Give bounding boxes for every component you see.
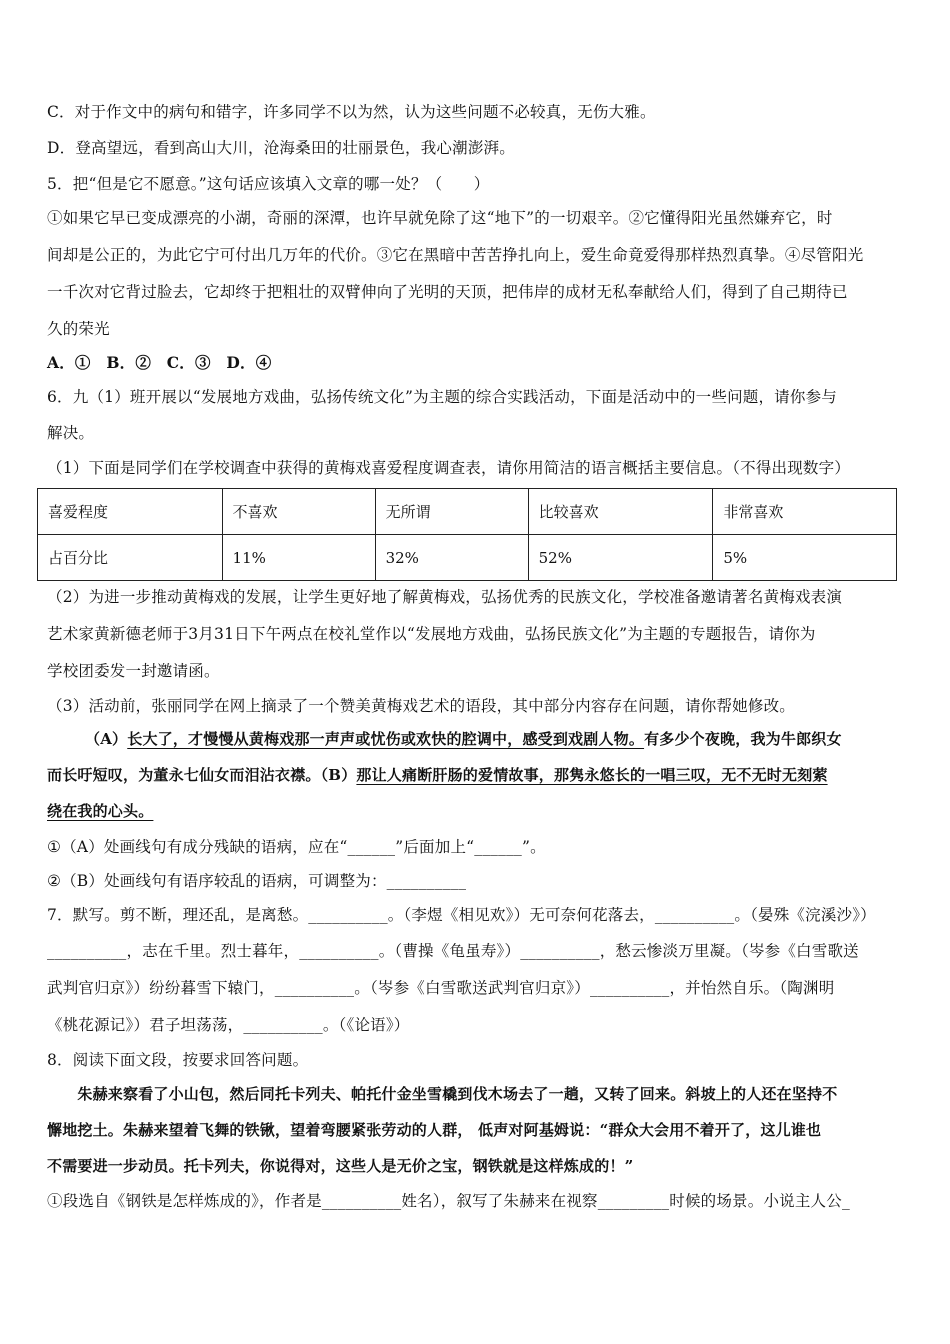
survey-table — [37, 488, 897, 581]
option-c: C．对于作文中的病句和错字，许多同学不以为然，认为这些问题不必较真，无伤大雅。 — [47, 103, 656, 121]
table-cell: 52% — [528, 535, 713, 581]
q6-part-1: （1）下面是同学们在学校调查中获得的黄梅戏喜爱程度调查表，请你用简洁的语言概括主要信息。（不得出现数字） — [47, 459, 851, 477]
table-cell: 占百分比 — [38, 535, 223, 581]
question-6-cont: 解决。 — [47, 424, 95, 442]
table-cell: 喜爱程度 — [38, 489, 223, 535]
table-cell: 比较喜欢 — [528, 489, 713, 535]
sentence-a: 长大了，才慢慢从黄梅戏那一声声或忧伤或欢快的腔调中，感受到戏剧人物。 — [127, 730, 645, 748]
table-cell: 11% — [222, 535, 375, 581]
q6-part-3: （3）活动前，张丽同学在网上摘录了一个赞美黄梅戏艺术的语段，其中部分内容存在问题，请你帮她修改。 — [47, 697, 795, 715]
question-8: 8．阅读下面文段，按要求回答问题。 — [47, 1051, 309, 1069]
q8-sub-question-1: ①段选自《钢铁是怎样炼成的》，作者是__________姓名），叙写了朱赫来在视察_________时候的场景。小说主人公_ — [47, 1192, 850, 1210]
sentence-b-cont: 绕在我的心头。 — [47, 802, 154, 820]
q8-passage-line: 不需要进一步动员。托卡列夫，你说得对，这些人是无价之宝，钢铁就是这样炼成的！” — [47, 1157, 634, 1175]
passage-line-3 — [47, 801, 907, 821]
q5-passage-line: 久的荣光 — [47, 320, 110, 338]
table-row — [38, 535, 897, 581]
q6-part-2-cont: 艺术家黄新德老师于3月31日下午两点在校礼堂作以“发展地方戏曲，弘扬民族文化”为主题的专题报告，请你为 — [47, 625, 816, 643]
label-a: （A） — [85, 730, 128, 748]
q6-fix-1: ①（A）处画线句有成分残缺的语病，应在“______”后面加上“______”。 — [47, 838, 546, 856]
table-cell: 32% — [375, 535, 528, 581]
option-d: D．登高望远，看到高山大川，沧海桑田的壮丽景色，我心潮澎湃。 — [47, 139, 515, 157]
q8-passage-line: 懈地挖土。朱赫来望着飞舞的铁锹，望着弯腰紧张劳动的人群， 低声对阿基姆说：“群众大会用不着开了，这儿谁也 — [47, 1121, 822, 1139]
passage-text: 而长吁短叹，为董永七仙女而泪沾衣襟。 — [47, 766, 321, 784]
table-cell: 无所谓 — [375, 489, 528, 535]
table-cell: 不喜欢 — [222, 489, 375, 535]
question-5: 5．把“但是它不愿意。”这句话应该填入文章的哪一处？（ ） — [47, 175, 490, 193]
question-7: 7．默写。剪不断，理还乱，是离愁。__________。（李煜《相见欢》）无可奈何花落去，__________。（晏殊《浣溪沙》） — [47, 906, 876, 924]
passage-text: 有多少个夜晚，我为牛郎织女 — [644, 730, 842, 748]
sentence-b: 那让人痛断肝肠的爱情故事，那隽永悠长的一唱三叹，无不无时无刻萦 — [356, 766, 828, 784]
table-cell: 非常喜欢 — [713, 489, 897, 535]
question-7-cont: __________，志在千里。烈士暮年，__________。（曹操《龟虽寿》）__________，愁云惨淡万里凝。（岑参《白雪歌送 — [47, 942, 859, 960]
q6-part-2-cont: 学校团委发一封邀请函。 — [47, 662, 220, 680]
passage-line-2 — [47, 765, 907, 785]
passage-line-1 — [47, 729, 907, 749]
q6-fix-2: ②（B）处画线句有语序较乱的语病，可调整为：__________ — [47, 872, 467, 890]
table-header-row — [38, 489, 897, 535]
q6-part-2: （2）为进一步推动黄梅戏的发展，让学生更好地了解黄梅戏，弘扬优秀的民族文化，学校准备邀请著名黄梅戏表演 — [47, 588, 843, 606]
q8-passage-line: 朱赫来察看了小山包，然后同托卡列夫、帕托什金坐雪橇到伐木场去了一趟，又转了回来。斜坡上的人还在坚持不 — [47, 1085, 838, 1103]
q5-passage-line: 一千次对它背过脸去，它却终于把粗壮的双臂伸向了光明的天顶，把伟岸的成材无私奉献给人们，得到了自己期待已 — [47, 283, 848, 301]
q5-options: A．① B．② C．③ D．④ — [47, 353, 272, 372]
q5-passage-line: ①如果它早已变成漂亮的小湖，奇丽的深潭，也许早就免除了这“地下”的一切艰辛。②它懂得阳光虽然嫌弃它，时 — [47, 209, 833, 227]
label-b: （B） — [320, 766, 357, 784]
table-cell: 5% — [713, 535, 897, 581]
question-7-cont: 《桃花源记》）君子坦荡荡，__________。（《论语》） — [47, 1016, 410, 1034]
q5-passage-line: 间却是公正的，为此它宁可付出几万年的代价。③它在黑暗中苦苦挣扎向上，爱生命竟爱得那样热烈真挚。④尽管阳光 — [47, 246, 864, 264]
question-7-cont: 武判官归京》）纷纷暮雪下辕门，__________。（岑参《白雪歌送武判官归京》）__________，并怡然自乐。（陶渊明 — [47, 979, 835, 997]
question-6: 6．九（1）班开展以“发展地方戏曲，弘扬传统文化”为主题的综合实践活动，下面是活动中的一些问题，请你参与 — [47, 388, 837, 406]
